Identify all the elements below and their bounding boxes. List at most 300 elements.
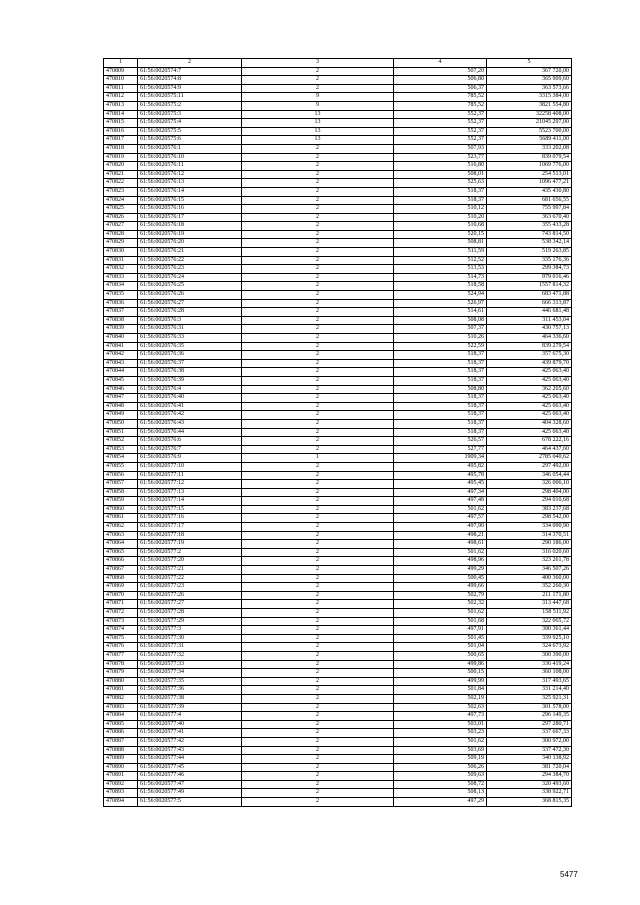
row-id-cell: 470843 [104,359,138,368]
count-cell: 2 [242,76,394,85]
cadastral-number-cell: 61:56:0020577:13 [138,488,242,497]
value-cell: 464 437,60 [487,445,572,454]
value-cell: 323 261,78 [487,557,572,566]
area-cell: 518,37 [394,394,487,403]
table-row [104,755,572,764]
area-cell: 520,15 [394,230,487,239]
table-row [104,162,572,171]
table-row [104,230,572,239]
value-cell: 368 815,35 [487,798,572,807]
cadastral-number-cell: 61:56:0020577:29 [138,617,242,626]
table-row [104,686,572,695]
row-id-cell: 470831 [104,256,138,265]
area-cell: 502,63 [394,703,487,712]
row-id-cell: 470894 [104,798,138,807]
value-cell: 425 063,40 [487,402,572,411]
row-id-cell: 470822 [104,179,138,188]
value-cell: 300 972,00 [487,737,572,746]
table-row [104,213,572,222]
area-cell: 518,37 [394,402,487,411]
cadastral-number-cell: 61:56:0020576:20 [138,239,242,248]
count-cell: 2 [242,385,394,394]
value-cell: 337 667,33 [487,729,572,738]
cadastral-number-cell: 61:56:0020576:13 [138,179,242,188]
area-cell: 511,59 [394,248,487,257]
table-row [104,789,572,798]
area-cell: 508,80 [394,385,487,394]
table-row [104,402,572,411]
cadastral-number-cell: 61:56:0020577:30 [138,634,242,643]
area-cell: 513,53 [394,265,487,274]
cadastral-number-cell: 61:56:0020577:3 [138,626,242,635]
count-cell: 2 [242,557,394,566]
row-id-cell: 470841 [104,342,138,351]
count-cell: 2 [242,342,394,351]
row-id-cell: 470837 [104,308,138,317]
value-cell: 404 328,60 [487,419,572,428]
row-id-cell: 470869 [104,583,138,592]
value-cell: 352 260,30 [487,583,572,592]
value-cell: 363 670,40 [487,213,572,222]
area-cell: 497,48 [394,497,487,506]
table-row [104,660,572,669]
row-id-cell: 470877 [104,651,138,660]
area-cell: 497,57 [394,514,487,523]
value-cell: 346 054,44 [487,471,572,480]
cadastral-number-cell: 61:56:0020576:25 [138,282,242,291]
count-cell: 2 [242,763,394,772]
cadastral-number-cell: 61:56:0020577:19 [138,540,242,549]
column-header-3: 3 [242,59,394,68]
cadastral-number-cell: 61:56:0020574:9 [138,84,242,93]
value-cell: 743 814,50 [487,230,572,239]
table-row [104,626,572,635]
table-row [104,282,572,291]
cadastral-number-cell: 61:56:0020576:18 [138,222,242,231]
area-cell: 509,19 [394,755,487,764]
count-cell: 9 [242,101,394,110]
table-row [104,712,572,721]
cadastral-number-cell: 61:56:0020575:4 [138,119,242,128]
value-cell: 297 492,00 [487,462,572,471]
count-cell: 2 [242,368,394,377]
value-cell: 322 065,72 [487,617,572,626]
table-row [104,385,572,394]
count-cell: 2 [242,394,394,403]
row-id-cell: 470809 [104,67,138,76]
column-header-5: 5 [487,59,572,68]
row-id-cell: 470830 [104,248,138,257]
value-cell: 435 430,80 [487,187,572,196]
row-id-cell: 470849 [104,411,138,420]
area-cell: 518,37 [394,411,487,420]
area-cell: 508,13 [394,789,487,798]
row-id-cell: 470891 [104,772,138,781]
count-cell: 2 [242,376,394,385]
table-row [104,609,572,618]
value-cell: 683 471,88 [487,291,572,300]
table-row [104,196,572,205]
count-cell: 2 [242,583,394,592]
count-cell: 2 [242,609,394,618]
value-cell: 334 090,90 [487,523,572,532]
table-row [104,600,572,609]
area-cell: 497,29 [394,798,487,807]
count-cell: 2 [242,574,394,583]
table-row [104,205,572,214]
count-cell: 2 [242,660,394,669]
area-cell: 502,19 [394,694,487,703]
value-cell: 1069 776,00 [487,162,572,171]
cadastral-number-cell: 61:56:0020576:22 [138,256,242,265]
table-row [104,351,572,360]
value-cell: 5689 411,00 [487,136,572,145]
cadastral-number-cell: 61:56:0020577:41 [138,729,242,738]
value-cell: 362 265,60 [487,385,572,394]
value-cell: 314 370,51 [487,531,572,540]
row-id-cell: 470850 [104,419,138,428]
area-cell: 500,15 [394,669,487,678]
cadastral-number-cell: 61:56:0020574:7 [138,67,242,76]
value-cell: 464 336,60 [487,334,572,343]
count-cell: 2 [242,351,394,360]
cadastral-number-cell: 61:56:0020576:21 [138,248,242,257]
cadastral-number-cell: 61:56:0020577:2 [138,548,242,557]
area-cell: 497,73 [394,712,487,721]
cadastral-number-cell: 61:56:0020576:35 [138,342,242,351]
cadastral-number-cell: 61:56:0020577:35 [138,677,242,686]
value-cell: 755 997,84 [487,205,572,214]
row-id-cell: 470810 [104,76,138,85]
cadastral-number-cell: 61:56:0020577:39 [138,703,242,712]
area-cell: 501,62 [394,737,487,746]
row-id-cell: 470880 [104,677,138,686]
row-id-cell: 470868 [104,574,138,583]
value-cell: 2785 040,62 [487,454,572,463]
table-row [104,394,572,403]
table-row [104,497,572,506]
value-cell: 357 675,30 [487,351,572,360]
cadastral-number-cell: 61:56:0020577:10 [138,462,242,471]
count-cell: 2 [242,170,394,179]
row-id-cell: 470875 [104,634,138,643]
cadastral-number-cell: 61:56:0020576:6 [138,437,242,446]
row-id-cell: 470829 [104,239,138,248]
table-row [104,746,572,755]
page-number: 5477 [560,870,578,879]
value-cell: 32258 408,00 [487,110,572,119]
count-cell: 2 [242,308,394,317]
count-cell: 13 [242,110,394,119]
count-cell: 2 [242,402,394,411]
column-header-1: 1 [104,59,138,68]
area-cell: 524,94 [394,291,487,300]
cadastral-number-cell: 61:56:0020577:34 [138,669,242,678]
cadastral-number-cell: 61:56:0020577:17 [138,523,242,532]
count-cell: 2 [242,703,394,712]
row-id-cell: 470879 [104,669,138,678]
table-row [104,514,572,523]
count-cell: 2 [242,265,394,274]
row-id-cell: 470827 [104,222,138,231]
row-id-cell: 470867 [104,566,138,575]
cadastral-number-cell: 61:56:0020576:10 [138,153,242,162]
area-cell: 497,34 [394,488,487,497]
value-cell: 383 237,68 [487,505,572,514]
value-cell: 538 342,14 [487,239,572,248]
cadastral-number-cell: 61:56:0020577:33 [138,660,242,669]
area-cell: 500,45 [394,574,487,583]
area-cell: 552,37 [394,127,487,136]
row-id-cell: 470847 [104,394,138,403]
row-id-cell: 470864 [104,540,138,549]
area-cell: 510,12 [394,205,487,214]
cadastral-number-cell: 61:56:0020577:21 [138,566,242,575]
cadastral-number-cell: 61:56:0020576:1 [138,144,242,153]
area-cell: 501,68 [394,617,487,626]
table-row [104,325,572,334]
count-cell: 13 [242,127,394,136]
table-row [104,454,572,463]
cadastral-number-cell: 61:56:0020577:36 [138,686,242,695]
value-cell: 839 279,54 [487,342,572,351]
row-id-cell: 470861 [104,514,138,523]
value-cell: 1096 477,21 [487,179,572,188]
cadastral-number-cell: 61:56:0020576:9 [138,454,242,463]
table-row [104,772,572,781]
row-id-cell: 470825 [104,205,138,214]
table-row [104,342,572,351]
area-cell: 501,62 [394,505,487,514]
value-cell: 326 006,10 [487,480,572,489]
table-row [104,376,572,385]
row-id-cell: 470836 [104,299,138,308]
cadastral-number-cell: 61:56:0020576:38 [138,368,242,377]
row-id-cell: 470883 [104,703,138,712]
row-id-cell: 470862 [104,523,138,532]
value-cell: 365 909,60 [487,76,572,85]
value-cell: 425 063,40 [487,411,572,420]
cadastral-number-cell: 61:56:0020577:28 [138,609,242,618]
cadastral-number-cell: 61:56:0020575:11 [138,93,242,102]
area-cell: 498,21 [394,531,487,540]
area-cell: 497,91 [394,626,487,635]
value-cell: 337 472,30 [487,746,572,755]
value-cell: 666 313,87 [487,299,572,308]
cadastral-number-cell: 61:56:0020575:3 [138,110,242,119]
cadastral-number-cell: 61:56:0020576:7 [138,445,242,454]
table-row [104,136,572,145]
area-cell: 498,61 [394,540,487,549]
value-cell: 3315 384,00 [487,93,572,102]
table-row [104,677,572,686]
cadastral-number-cell: 61:56:0020576:19 [138,230,242,239]
value-cell: 363 573,66 [487,84,572,93]
cadastral-number-cell: 61:56:0020576:44 [138,428,242,437]
count-cell: 2 [242,566,394,575]
table-row [104,548,572,557]
count-cell: 2 [242,746,394,755]
table-row [104,265,572,274]
count-cell: 2 [242,273,394,282]
row-id-cell: 470835 [104,291,138,300]
row-id-cell: 470840 [104,334,138,343]
count-cell: 2 [242,497,394,506]
table-row [104,531,572,540]
count-cell: 2 [242,248,394,257]
row-id-cell: 470887 [104,737,138,746]
count-cell: 2 [242,299,394,308]
value-cell: 298 404,00 [487,488,572,497]
count-cell: 2 [242,600,394,609]
area-cell: 501,45 [394,634,487,643]
row-id-cell: 470817 [104,136,138,145]
count-cell: 2 [242,213,394,222]
row-id-cell: 470892 [104,780,138,789]
value-cell: 346 507,26 [487,566,572,575]
table-row [104,480,572,489]
table-row [104,256,572,265]
value-cell: 338 922,71 [487,789,572,798]
cadastral-number-cell: 61:56:0020577:23 [138,583,242,592]
cadastral-number-cell: 61:56:0020576:39 [138,376,242,385]
area-cell: 506,26 [394,763,487,772]
row-id-cell: 470819 [104,153,138,162]
count-cell: 9 [242,93,394,102]
count-cell: 2 [242,626,394,635]
count-cell: 2 [242,144,394,153]
value-cell: 311 453,04 [487,316,572,325]
count-cell: 13 [242,119,394,128]
count-cell: 2 [242,256,394,265]
area-cell: 501,84 [394,686,487,695]
value-cell: 254 513,01 [487,170,572,179]
table-row [104,557,572,566]
row-id-cell: 470886 [104,729,138,738]
row-id-cell: 470844 [104,368,138,377]
value-cell: 317 493,65 [487,677,572,686]
cadastral-number-cell: 61:56:0020577:44 [138,755,242,764]
cadastral-number-cell: 61:56:0020576:28 [138,308,242,317]
cadastral-number-cell: 61:56:0020577:4 [138,712,242,721]
cadastral-number-cell: 61:56:0020576:16 [138,205,242,214]
value-cell: 381 720,04 [487,763,572,772]
table-row [104,299,572,308]
row-id-cell: 470859 [104,497,138,506]
cadastral-number-cell: 61:56:0020576:27 [138,299,242,308]
row-id-cell: 470872 [104,609,138,618]
row-id-cell: 470884 [104,712,138,721]
table-row [104,729,572,738]
count-cell: 2 [242,222,394,231]
row-id-cell: 470813 [104,101,138,110]
value-cell: 316 020,60 [487,548,572,557]
area-cell: 527,77 [394,445,487,454]
area-cell: 512,52 [394,256,487,265]
value-cell: 681 656,55 [487,196,572,205]
value-cell: 400 360,00 [487,574,572,583]
table-row [104,316,572,325]
area-cell: 518,37 [394,428,487,437]
area-cell: 501,04 [394,643,487,652]
value-cell: 425 063,40 [487,428,572,437]
count-cell: 2 [242,755,394,764]
table-row [104,540,572,549]
value-cell: 331 214,40 [487,686,572,695]
cadastral-number-cell: 61:56:0020577:26 [138,591,242,600]
area-cell: 518,37 [394,419,487,428]
row-id-cell: 470816 [104,127,138,136]
cadastral-number-cell: 61:56:0020576:33 [138,334,242,343]
value-cell: 839 079,54 [487,153,572,162]
table-row [104,462,572,471]
count-cell: 2 [242,187,394,196]
row-id-cell: 470889 [104,755,138,764]
row-id-cell: 470834 [104,282,138,291]
row-id-cell: 470854 [104,454,138,463]
cadastral-number-cell: 61:56:0020576:12 [138,170,242,179]
value-cell: 325 921,31 [487,694,572,703]
table-row [104,428,572,437]
area-cell: 518,37 [394,368,487,377]
table-row [104,239,572,248]
count-cell: 2 [242,359,394,368]
area-cell: 506,80 [394,76,487,85]
row-id-cell: 470865 [104,548,138,557]
table-row [104,334,572,343]
table-row [104,368,572,377]
area-cell: 552,37 [394,119,487,128]
area-cell: 518,37 [394,351,487,360]
area-cell: 506,37 [394,84,487,93]
cadastral-number-cell: 61:56:0020577:5 [138,798,242,807]
cadastral-number-cell: 61:56:0020577:38 [138,694,242,703]
count-cell: 2 [242,480,394,489]
value-cell: 425 063,40 [487,368,572,377]
area-cell: 516,80 [394,162,487,171]
area-cell: 510,68 [394,222,487,231]
table-row [104,591,572,600]
value-cell: 979 016,46 [487,273,572,282]
area-cell: 552,37 [394,110,487,119]
area-cell: 518,58 [394,282,487,291]
value-cell: 297 280,71 [487,720,572,729]
row-id-cell: 470845 [104,376,138,385]
count-cell: 2 [242,239,394,248]
cadastral-number-cell: 61:56:0020577:45 [138,763,242,772]
row-id-cell: 470828 [104,230,138,239]
area-cell: 508,08 [394,316,487,325]
table-row [104,84,572,93]
table-row [104,93,572,102]
value-cell: 367 720,00 [487,67,572,76]
count-cell: 2 [242,153,394,162]
cadastral-number-cell: 61:56:0020576:36 [138,351,242,360]
count-cell: 2 [242,531,394,540]
value-cell: 446 681,48 [487,308,572,317]
value-cell: 301 578,00 [487,703,572,712]
table-row [104,119,572,128]
row-id-cell: 470858 [104,488,138,497]
area-cell: 526,97 [394,299,487,308]
table-row [104,634,572,643]
cadastral-number-cell: 61:56:0020576:11 [138,162,242,171]
table-row [104,308,572,317]
cadastral-number-cell: 61:56:0020576:15 [138,196,242,205]
area-cell: 499,86 [394,660,487,669]
value-cell: 390 361,44 [487,626,572,635]
count-cell: 2 [242,789,394,798]
